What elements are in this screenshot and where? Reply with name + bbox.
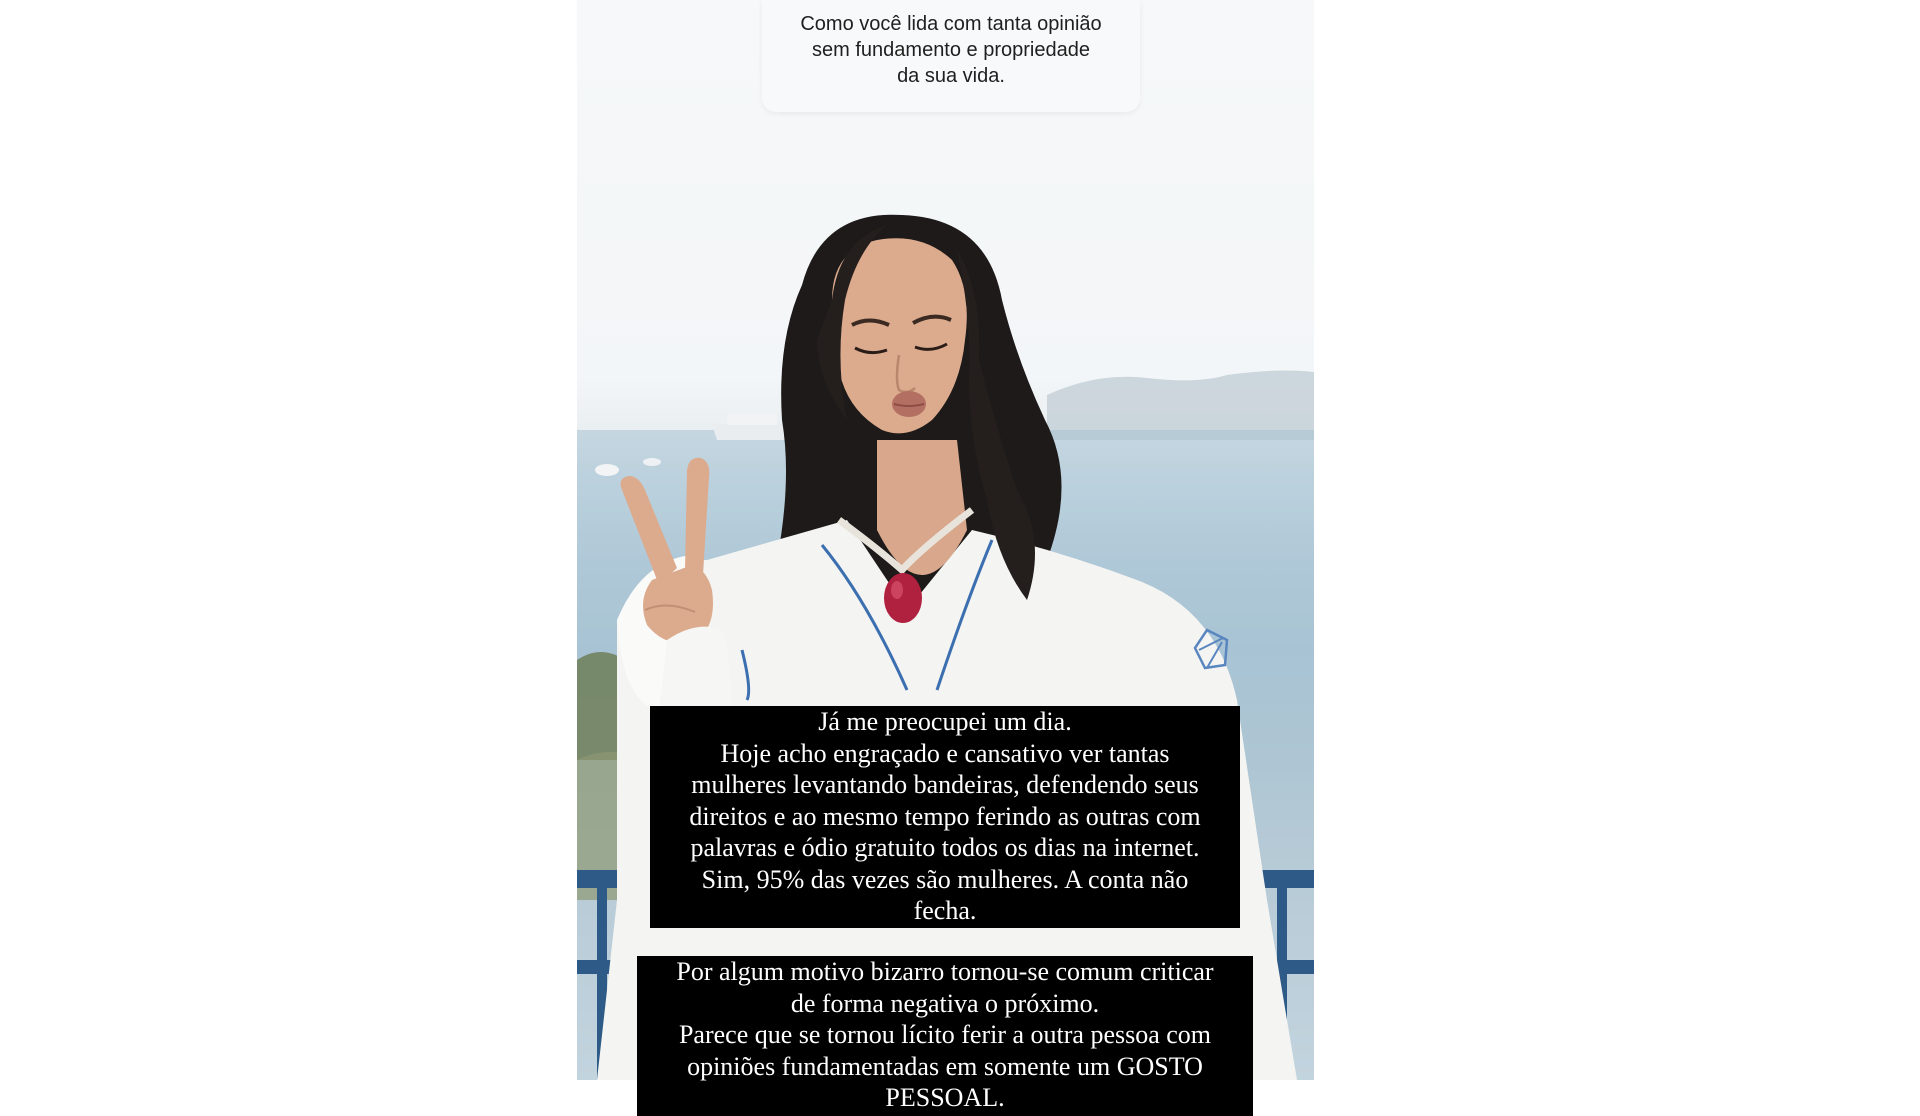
caption-block-1: Já me preocupei um dia. Hoje acho engraçado e cansativo ver tantas mulheres levantando bandeiras, defendendo seus direitos e ao mesmo tempo ferindo as outras com palavras e ódio gratuito todos os dias na internet. Sim, 95% das vezes são mulheres. A conta não fecha. [650, 706, 1240, 928]
caption-block-2: Por algum motivo bizarro tornou-se comum criticar de forma negativa o próximo. Parece que se tornou lícito ferir a outra pessoa com opiniões fundamentadas em somente um GOSTO PESSOAL. [637, 956, 1253, 1116]
story-frame [577, 0, 1314, 1112]
pendant-icon [884, 573, 922, 623]
question-text: Como você lida com tanta opinião sem fundamento e propriedade da sua vida. [800, 13, 1102, 87]
question-sticker [762, 0, 1140, 112]
